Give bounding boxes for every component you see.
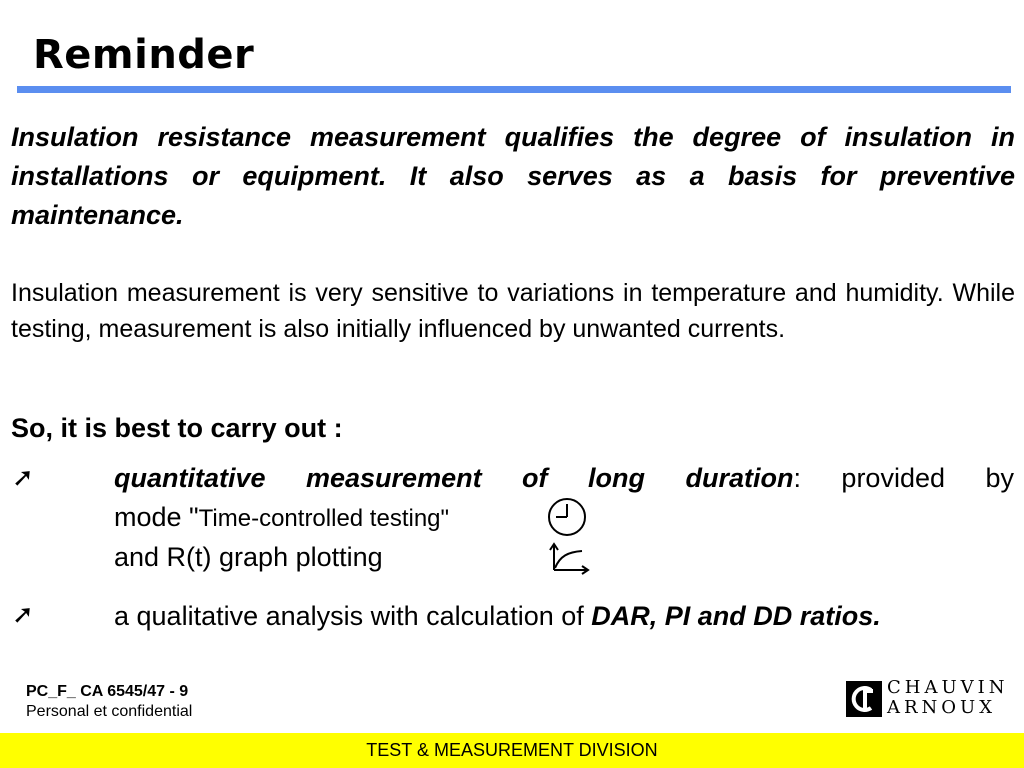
sensitivity-paragraph: Insulation measurement is very sensitive to variations in temperature and humidity. While testing, measurement is also initially influenced by unwanted currents. — [11, 279, 1015, 343]
division-label: TEST & MEASUREMENT DIVISION — [366, 740, 658, 760]
logo-line2: ARNOUX — [887, 697, 997, 718]
bullet-qualitative-text: a qualitative analysis with calculation of — [114, 601, 592, 631]
title-underline — [17, 86, 1011, 93]
lead-sentence: So, it is best to carry out : — [11, 413, 343, 443]
mode-name: Time-controlled testing" — [198, 505, 450, 532]
logo-mark-icon — [846, 681, 882, 717]
company-logo — [846, 677, 1009, 722]
mode-word: mode " — [114, 502, 199, 532]
bullet-quantitative-emphasis: quantitative measurement of long duration — [114, 463, 794, 493]
bullet-quantitative-line1 — [114, 459, 1014, 498]
graph-plotting-text: and R(t) graph plotting — [114, 542, 383, 572]
bullet-arrow-icon: ➚ — [12, 599, 34, 629]
bullet-quantitative-tail: : provided by — [793, 463, 1014, 493]
graph-icon — [548, 542, 592, 576]
logo-line1: CHAUVIN — [887, 677, 1009, 698]
document-code: PC_F_ CA 6545/47 - 9 — [26, 683, 189, 700]
bullet-arrow-icon: ➚ — [12, 462, 34, 492]
division-banner — [0, 733, 1024, 768]
confidentiality-note: Personal et confidential — [26, 703, 193, 720]
logo-wordmark — [887, 678, 1009, 718]
slide-title: Reminder — [33, 32, 255, 78]
bullet-qualitative-emphasis: DAR, PI and DD ratios. — [591, 601, 881, 631]
clock-icon — [546, 496, 588, 538]
bullet-qualitative — [114, 596, 1014, 636]
intro-statement: Insulation resistance measurement qualifies the degree of insulation in installations or equipment. It also serves as a basis for preventive maintenance. — [11, 122, 1015, 230]
footer-reference — [26, 682, 192, 722]
